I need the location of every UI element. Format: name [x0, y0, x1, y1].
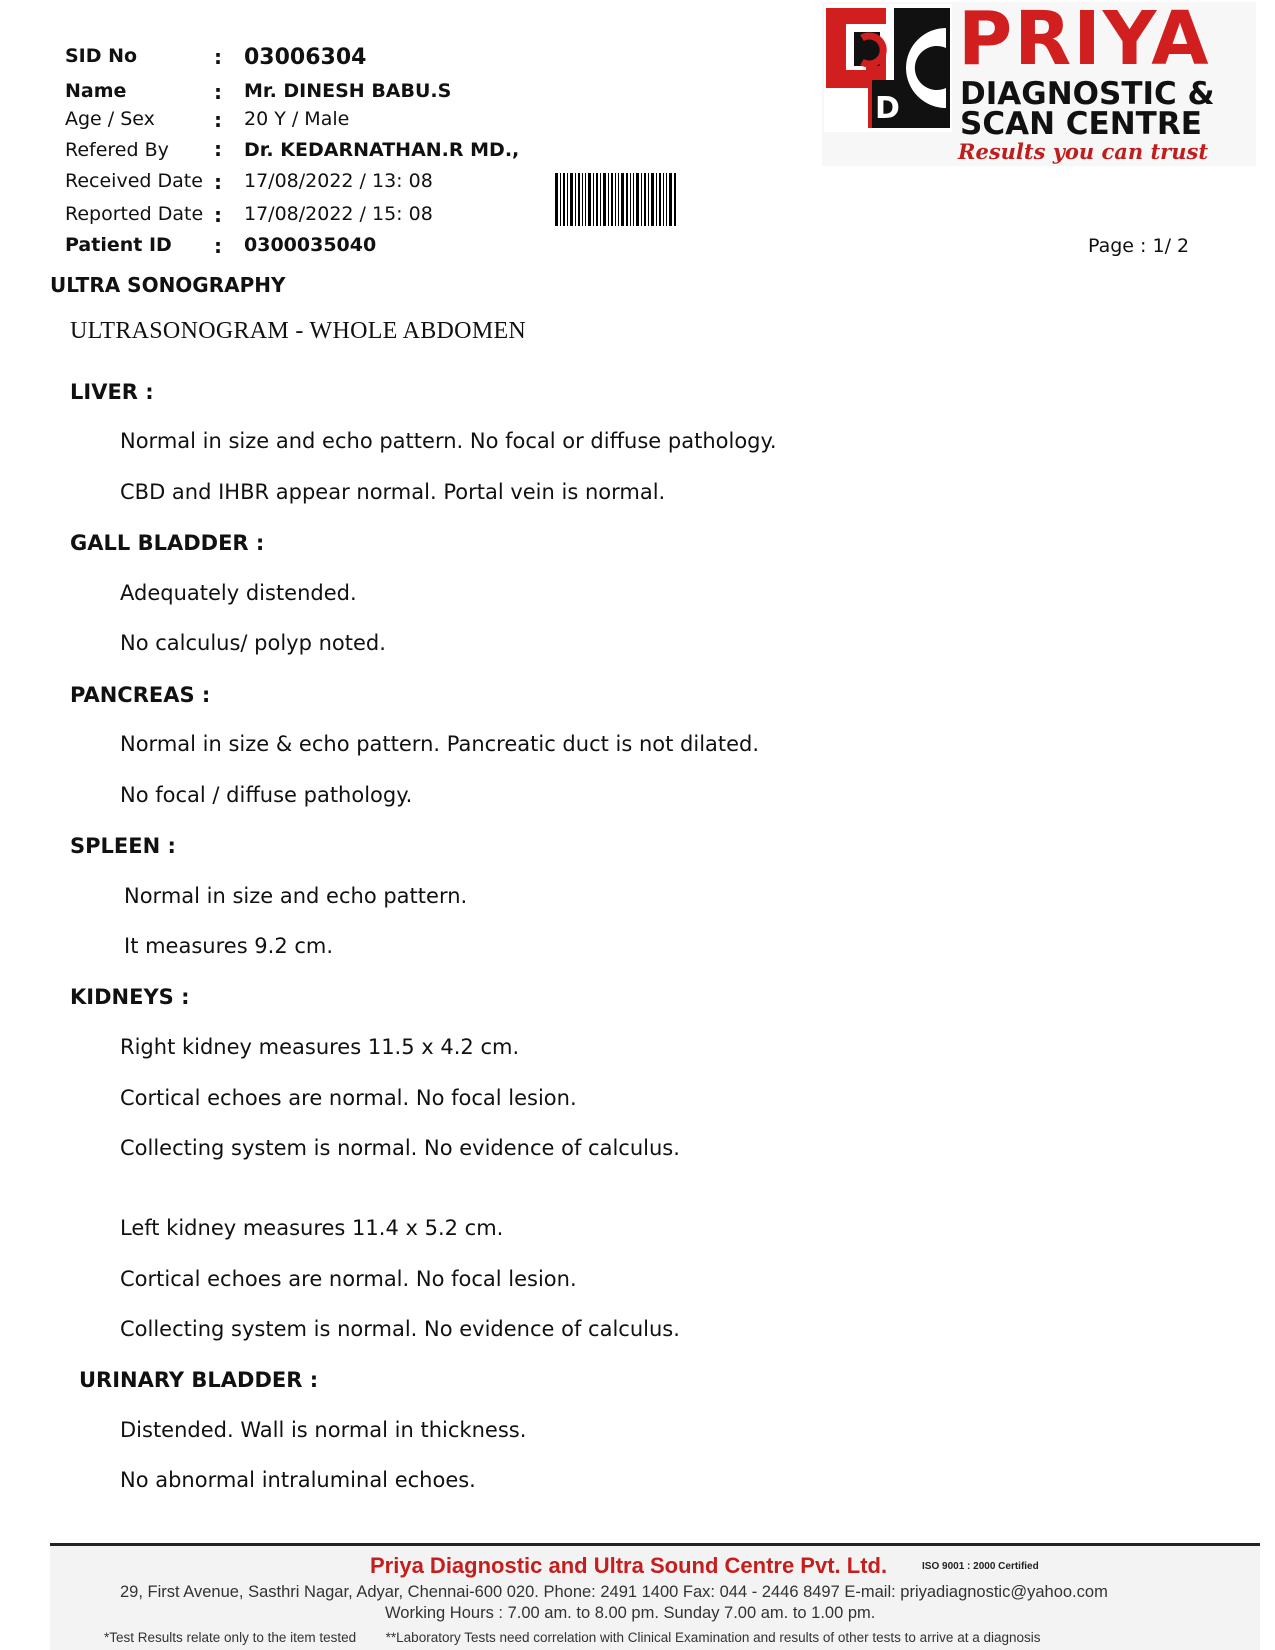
barcode-icon: [555, 173, 677, 228]
footer-disclaimer: [104, 1630, 1041, 1645]
reported-label: Reported Date: [65, 203, 204, 225]
logo-tagline: Results you can trust: [958, 139, 1209, 164]
gall-bladder-finding-2: No calculus/ polyp noted.: [120, 631, 386, 655]
liver-finding-2: CBD and IHBR appear normal. Portal vein is normal.: [120, 480, 666, 504]
left-kidney-finding-1: Left kidney measures 11.4 x 5.2 cm.: [120, 1216, 504, 1240]
agesex-label: Age / Sex: [65, 108, 155, 130]
received-value: 17/08/2022 / 13: 08: [244, 170, 433, 192]
name-value: Mr. DINESH BABU.S: [244, 80, 452, 102]
footer-iso-certification: ISO 9001 : 2000 Certified: [922, 1561, 1039, 1572]
pancreas-finding-1: Normal in size & echo pattern. Pancreatic duct is not dilated.: [120, 732, 760, 756]
agesex-value: 20 Y / Male: [244, 108, 350, 130]
name-colon: :: [214, 80, 222, 104]
patient-id-value: 0300035040: [244, 234, 377, 256]
study-title: ULTRASONOGRAM - WHOLE ABDOMEN: [70, 318, 527, 344]
footer-address: 29, First Avenue, Sasthri Nagar, Adyar, Chennai-600 020. Phone: 2491 1400 Fax: 044 - 2446 8497 E-mail: priyadiagnostic@yahoo.com: [120, 1583, 1108, 1601]
received-colon: :: [214, 170, 222, 194]
pancreas-heading: PANCREAS :: [70, 683, 211, 707]
gall-bladder-heading: GALL BLADDER :: [70, 531, 265, 555]
right-kidney-finding-1: Right kidney measures 11.5 x 4.2 cm.: [120, 1035, 520, 1059]
spleen-finding-2: It measures 9.2 cm.: [124, 934, 334, 958]
logo-line-diagnostic: DIAGNOSTIC &: [960, 76, 1215, 112]
page-number: Page : 1/ 2: [1088, 235, 1190, 257]
left-kidney-finding-2: Cortical echoes are normal. No focal lesion.: [120, 1267, 577, 1291]
pancreas-finding-2: No focal / diffuse pathology.: [120, 783, 413, 807]
sid-colon: :: [214, 45, 222, 69]
reported-colon: :: [214, 203, 222, 227]
urinary-bladder-finding-1: Distended. Wall is normal in thickness.: [120, 1418, 527, 1442]
logo-brand-name: PRIYA: [958, 0, 1211, 82]
liver-finding-1: Normal in size and echo pattern. No focal or diffuse pathology.: [120, 429, 777, 453]
footer-working-hours: Working Hours : 7.00 am. to 8.00 pm. Sunday 7.00 am. to 1.00 pm.: [385, 1604, 876, 1622]
footer-disclaimer-1: *Test Results relate only to the item tested: [104, 1630, 357, 1645]
sid-value: 03006304: [244, 45, 367, 70]
svg-text:D: D: [875, 91, 900, 126]
logo-line-scan-centre: SCAN CENTRE: [960, 106, 1202, 142]
right-kidney-finding-3: Collecting system is normal. No evidence of calculus.: [120, 1136, 680, 1160]
section-title: ULTRA SONOGRAPHY: [50, 273, 286, 297]
patient-id-colon: :: [214, 234, 222, 258]
footer-disclaimer-2: **Laboratory Tests need correlation with Clinical Examination and results of other tests to arrive at a diagnosis: [385, 1630, 1041, 1645]
patient-id-label: Patient ID: [65, 234, 172, 256]
left-kidney-finding-3: Collecting system is normal. No evidence of calculus.: [120, 1317, 680, 1341]
refby-value: Dr. KEDARNATHAN.R MD.,: [244, 139, 520, 161]
sid-label: SID No: [65, 45, 138, 67]
gall-bladder-finding-1: Adequately distended.: [120, 581, 357, 605]
spleen-heading: SPLEEN :: [70, 834, 176, 858]
liver-heading: LIVER :: [70, 380, 154, 404]
logo-mark-icon: [824, 4, 952, 132]
urinary-bladder-finding-2: No abnormal intraluminal echoes.: [120, 1468, 476, 1492]
reported-value: 17/08/2022 / 15: 08: [244, 203, 433, 225]
kidneys-heading: KIDNEYS :: [70, 985, 190, 1009]
spleen-finding-1: Normal in size and echo pattern.: [124, 884, 468, 908]
agesex-colon: :: [214, 108, 222, 132]
urinary-bladder-heading: URINARY BLADDER :: [79, 1368, 319, 1392]
refby-colon: :: [214, 137, 222, 161]
clinic-logo: [822, 2, 1256, 166]
refby-label: Refered By: [65, 139, 169, 161]
name-label: Name: [65, 80, 127, 102]
received-label: Received Date: [65, 170, 203, 192]
right-kidney-finding-2: Cortical echoes are normal. No focal lesion.: [120, 1086, 577, 1110]
footer-company-name: Priya Diagnostic and Ultra Sound Centre Pvt. Ltd.: [370, 1553, 888, 1578]
